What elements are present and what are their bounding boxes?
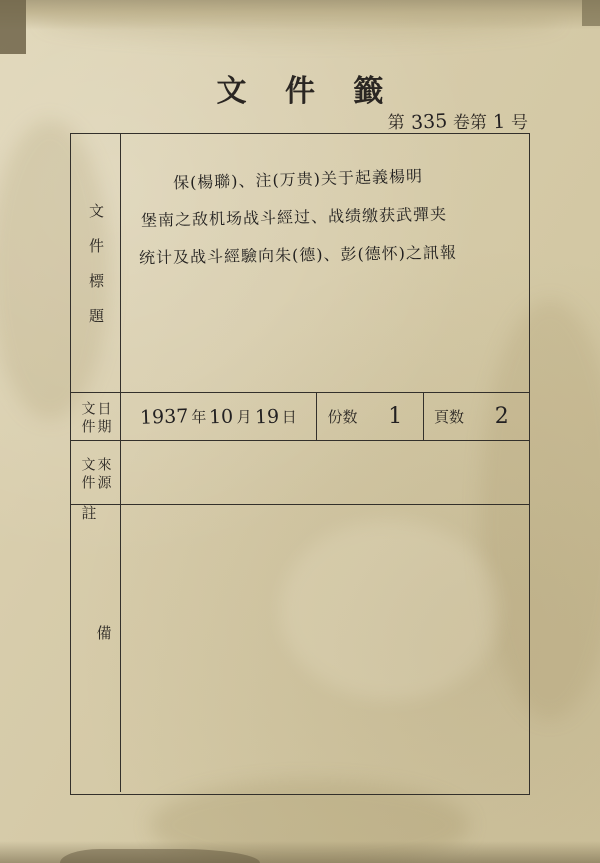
source-value-cell [121,441,529,504]
date-value-cell [121,393,529,440]
date-day-value: 19 [254,405,280,428]
remark-value-cell [121,505,529,792]
table-row-date [71,392,529,440]
row-label-date-text-1: 文件 [79,400,96,437]
row-label-title [71,134,121,392]
date-day-unit: 日 [281,408,297,426]
copies-value: 1 [388,404,403,429]
date-year-value: 1937 [139,404,189,429]
bottom-tear [60,849,260,863]
date-fields [121,406,316,428]
copies-label: 份数 [316,393,368,440]
row-label-remark [71,505,121,792]
row-label-source [71,441,121,504]
title-handwritten-block [139,160,521,274]
title-handwritten-line: 统计及战斗經驗向朱(德)、彭(德怀)之訊報 [138,242,458,268]
row-label-source-text-2: 來源 [95,456,112,493]
row-label-date-text-2: 日期 [95,400,112,437]
volume-middle: 卷第 [452,113,487,133]
page-title: 文 件 籤 [216,74,398,109]
row-label-date [71,393,121,440]
pages-label: 頁数 [423,393,475,440]
pages-value: 2 [494,404,509,429]
document-form-table [70,133,530,795]
date-month-unit: 月 [236,408,252,426]
date-month-value: 10 [208,405,234,428]
top-left-corner-damage [0,0,26,54]
torn-top-edge [0,0,600,30]
volume-number-value: 335 [410,110,448,134]
row-label-source-text-1: 文件 [79,456,96,493]
volume-prefix: 第 [387,113,405,133]
row-label-title-text: 文件標題 [87,203,105,343]
table-row-source [71,440,529,504]
table-row-title [71,134,529,392]
volume-number-line [388,108,528,133]
date-year-unit: 年 [191,408,207,426]
title-value-cell [121,134,529,392]
top-right-corner-damage [582,0,600,26]
document-number-value: 1 [492,110,506,134]
row-label-remark-text: 備註 [79,505,113,760]
title-handwritten-line: 堡南之敌机场战斗經过、战绩缴获武彈夹 [140,204,448,230]
title-handwritten-line: 保(楊聯)、注(万贵)关于起義楊明 [172,166,424,193]
table-row-remark [71,504,529,792]
volume-suffix: 号 [511,113,528,133]
